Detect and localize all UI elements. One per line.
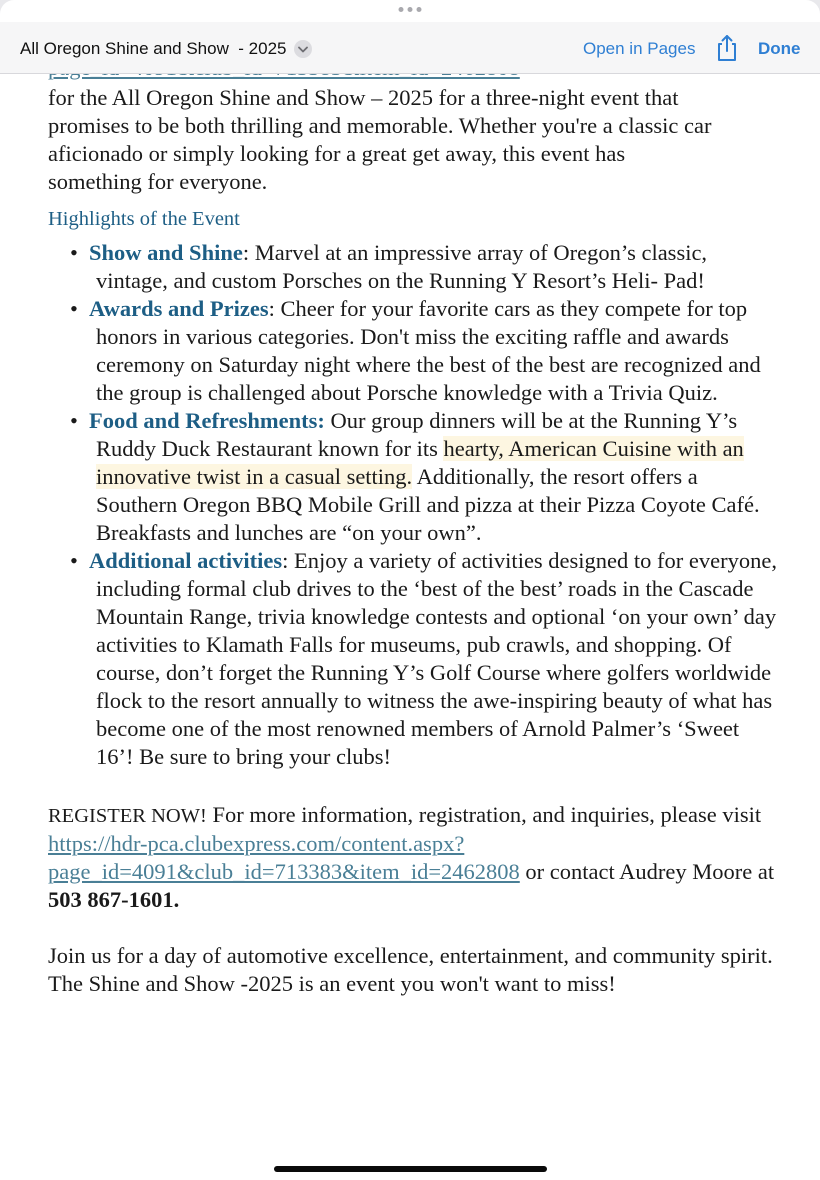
document-toolbar bbox=[0, 22, 820, 74]
intro-paragraph bbox=[48, 84, 778, 196]
highlight-text: Our group dinners will be at the Running Y’s Ruddy Duck Restaurant known for its bbox=[96, 408, 738, 461]
more-options-handle[interactable] bbox=[399, 7, 422, 12]
highlight-text: : Cheer for your favorite cars as they compete for top honors in various categories. Don't miss the exciting raffle and awards ceremony on Saturday night where the best of the best are recognized and the group is challenged about Porsche knowledge with a Trivia Quiz. bbox=[96, 296, 761, 405]
closing-paragraph bbox=[48, 942, 778, 998]
register-lead: REGISTER NOW! bbox=[48, 805, 207, 827]
document-title-menu[interactable] bbox=[20, 39, 312, 59]
highlights-heading: Highlights of the Event bbox=[48, 208, 240, 230]
highlight-awards-and-prizes bbox=[48, 295, 778, 407]
register-text: For more information, registration, and inquiries, please visit bbox=[206, 802, 762, 827]
highlight-food-and-refreshments bbox=[48, 407, 778, 547]
highlight-text: Additionally, the resort offers a Southern Oregon BBQ Mobile Grill and pizza at their Pizza Coyote Café. Breakfasts and lunches are “on your own”. bbox=[96, 464, 760, 545]
closing-line: The Shine and Show -2025 is an event you won't want to miss! bbox=[48, 971, 616, 996]
highlight-show-and-shine bbox=[48, 239, 778, 295]
contact-text: or contact Audrey Moore at bbox=[519, 859, 775, 884]
document-body bbox=[48, 54, 778, 998]
done-button[interactable]: Done bbox=[758, 39, 801, 58]
chevron-down-icon[interactable] bbox=[294, 40, 312, 58]
highlight-text: : Enjoy a variety of activities designed to for everyone, including formal club drives to the ‘best of the best’ roads in the Cascade Mountain Range, trivia knowledge contests and optional ‘on your own’ day activities to Klamath Falls for museums, pub crawls, and shopping. Of course, don’t forget the Running Y’s Golf Course where golfers worldwide flock to the resort annually to witness the awe-inspiring beauty of what has become one of the most renowned members of Arnold Palmer’s ‘Sweet 16’! Be sure to bring your clubs! bbox=[96, 548, 777, 769]
intro-line: promises to be both thrilling and memorable. Whether you're a classic car bbox=[48, 113, 712, 138]
highlight-additional-activities bbox=[48, 547, 778, 771]
highlights-list bbox=[48, 239, 778, 771]
open-in-pages-button[interactable]: Open in Pages bbox=[583, 39, 696, 58]
highlight-text: : Marvel at an impressive array of Oregon’s classic, vintage, and custom Porsches on the Running Y Resort’s Heli- Pad! bbox=[96, 240, 708, 293]
highlight-label: Awards and Prizes bbox=[89, 296, 269, 321]
highlight-label: Additional activities bbox=[89, 548, 283, 573]
share-icon[interactable] bbox=[714, 34, 740, 62]
document-title: All Oregon Shine and Show - 2025 bbox=[20, 39, 287, 58]
registration-link-continued[interactable]: page_id=4091&club_id=713383&item_id=2462808 bbox=[48, 859, 520, 884]
closing-line: Join us for a day of automotive excellence, entertainment, and community spirit. bbox=[48, 943, 773, 968]
intro-line: aficionado or simply looking for a great get away, this event has bbox=[48, 141, 626, 166]
highlighted-text: hearty, American Cuisine with an innovative twist in a casual setting. bbox=[96, 436, 744, 489]
registration-link[interactable]: https://hdr-pca.clubexpress.com/content.aspx? bbox=[48, 831, 465, 856]
contact-phone: 503 867-1601. bbox=[48, 887, 180, 912]
intro-line: something for everyone. bbox=[48, 169, 268, 194]
highlight-label: Show and Shine bbox=[89, 240, 243, 265]
register-paragraph bbox=[48, 801, 778, 914]
home-indicator[interactable] bbox=[274, 1166, 547, 1172]
highlight-label: Food and Refreshments: bbox=[89, 408, 325, 433]
intro-line: for the All Oregon Shine and Show – 2025 for a three-night event that bbox=[48, 85, 679, 110]
